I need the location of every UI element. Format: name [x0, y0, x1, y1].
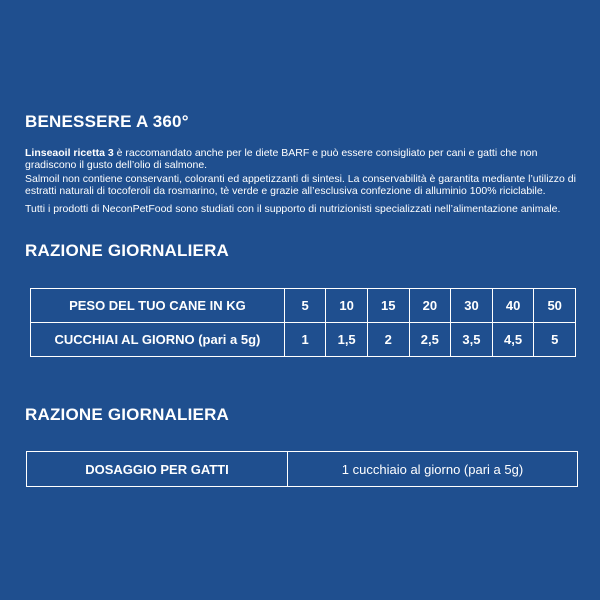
section-title: BENESSERE A 360° [25, 112, 189, 131]
product-name: Linseaoil ricetta 3 [25, 147, 114, 159]
weight-value: 30 [451, 289, 493, 323]
table-row [27, 452, 578, 487]
spoons-label: CUCCHIAI AL GIORNO (pari a 5g) [31, 323, 285, 357]
paragraph-neconpetfood: Tutti i prodotti di NeconPetFood sono studiati con il supporto di nutrizionisti specializzati nell’alimentazione animale. [25, 203, 561, 215]
cat-dosage-value: 1 cucchiaio al giorno (pari a 5g) [288, 452, 578, 487]
table-row [31, 323, 576, 357]
spoons-value: 3,5 [451, 323, 493, 357]
spoons-value: 1 [284, 323, 325, 357]
cat-ration-heading: RAZIONE GIORNALIERA [25, 405, 230, 424]
spoons-value: 2 [367, 323, 409, 357]
weight-value: 5 [284, 289, 325, 323]
spoons-value: 1,5 [326, 323, 368, 357]
paragraph-salmoil: Salmoil non contiene conservanti, coloranti ed appetizzanti di sintesi. La conservabilità è garantita mediante l’utilizzo di estratti naturali di tocoferoli da rosmarino, tè verde e grazie all’esclusiva confezione di alluminio 100% riciclabile. [25, 173, 576, 197]
paragraph-linseaoil [25, 147, 585, 171]
weight-value: 50 [534, 289, 576, 323]
spoons-value: 5 [534, 323, 576, 357]
spoons-value: 4,5 [492, 323, 534, 357]
dog-ration-heading: RAZIONE GIORNALIERA [25, 241, 230, 260]
paragraph-linseaoil-text: è raccomandato anche per le diete BARF e può essere consigliato per cani e gatti che non gradiscono il gusto dell’olio di salmone. [25, 147, 538, 171]
weight-label: PESO DEL TUO CANE IN KG [31, 289, 285, 323]
weight-value: 10 [326, 289, 368, 323]
weight-value: 20 [409, 289, 451, 323]
spoons-value: 2,5 [409, 323, 451, 357]
table-row [31, 289, 576, 323]
dog-ration-table [30, 288, 576, 357]
weight-value: 40 [492, 289, 534, 323]
cat-ration-table [26, 451, 578, 487]
weight-value: 15 [367, 289, 409, 323]
cat-dosage-label: DOSAGGIO PER GATTI [27, 452, 288, 487]
